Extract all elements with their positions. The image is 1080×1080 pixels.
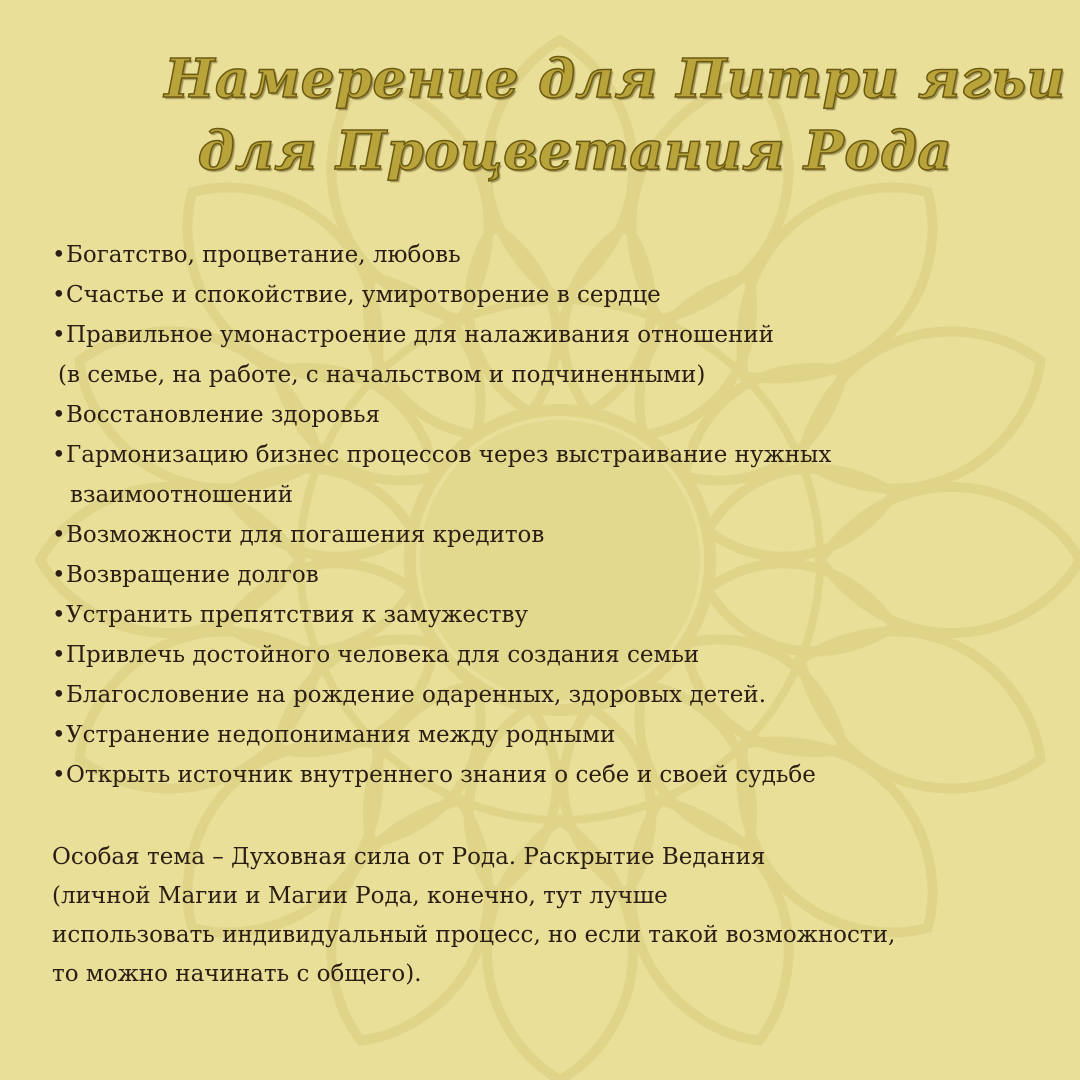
list-item-continuation: (в семье, на работе, с начальством и подчиненными) bbox=[58, 362, 706, 388]
list-item-text: Устранение недопонимания между родными bbox=[66, 722, 616, 748]
list-item-text: Возможности для погашения кредитов bbox=[66, 522, 545, 548]
list-item-text: Благословение на рождение одаренных, здоровых детей. bbox=[66, 682, 767, 708]
list-item-text: Богатство, процветание, любовь bbox=[66, 242, 461, 268]
list-item-2 bbox=[52, 275, 1052, 315]
bullet: • bbox=[52, 442, 66, 468]
bullet: • bbox=[52, 562, 66, 588]
special-topic-line-3: использовать индивидуальный процесс, но если такой возможности, bbox=[52, 922, 896, 948]
list-item-10 bbox=[52, 675, 1052, 715]
list-item-text: Привлечь достойного человека для создания семьи bbox=[66, 642, 700, 668]
bullet: • bbox=[52, 522, 66, 548]
special-topic-line-4: то можно начинать с общего). bbox=[52, 961, 422, 987]
bullet: • bbox=[52, 282, 66, 308]
special-topic-paragraph bbox=[52, 838, 1042, 994]
list-item-11 bbox=[52, 715, 1052, 755]
bullet: • bbox=[52, 322, 66, 348]
list-item-text: Счастье и спокойствие, умиротворение в сердце bbox=[66, 282, 661, 308]
list-item-6 bbox=[52, 515, 1052, 555]
list-item-text: Возвращение долгов bbox=[66, 562, 319, 588]
bullet: • bbox=[52, 722, 66, 748]
intentions-list bbox=[52, 235, 1052, 795]
bullet: • bbox=[52, 602, 66, 628]
special-topic-line-2: (личной Магии и Магии Рода, конечно, тут лучше bbox=[52, 883, 668, 909]
list-item-3 bbox=[52, 315, 1052, 395]
bullet: • bbox=[52, 682, 66, 708]
page-title-line-1: Намерение для Питри ягьи bbox=[164, 48, 1066, 110]
list-item-text: Гармонизацию бизнес процессов через выстраивание нужных bbox=[66, 442, 832, 468]
bullet: • bbox=[52, 762, 66, 788]
list-item-text: Восстановление здоровья bbox=[66, 402, 380, 428]
bullet: • bbox=[52, 242, 66, 268]
bullet: • bbox=[52, 402, 66, 428]
list-item-continuation: взаимоотношений bbox=[70, 482, 294, 508]
list-item-12 bbox=[52, 755, 1052, 795]
list-item-7 bbox=[52, 555, 1052, 595]
bullet: • bbox=[52, 642, 66, 668]
list-item-text: Устранить препятствия к замужеству bbox=[66, 602, 529, 628]
list-item-9 bbox=[52, 635, 1052, 675]
list-item-8 bbox=[52, 595, 1052, 635]
list-item-1 bbox=[52, 235, 1052, 275]
special-topic-line-1: Особая тема – Духовная сила от Рода. Раскрытие Ведания bbox=[52, 844, 766, 870]
list-item-5 bbox=[52, 435, 1052, 515]
list-item-text: Правильное умонастроение для налаживания отношений bbox=[66, 322, 775, 348]
list-item-4 bbox=[52, 395, 1052, 435]
list-item-text: Открыть источник внутреннего знания о себе и своей судьбе bbox=[66, 762, 816, 788]
page-title-line-2: для Процветания Рода bbox=[197, 120, 953, 182]
